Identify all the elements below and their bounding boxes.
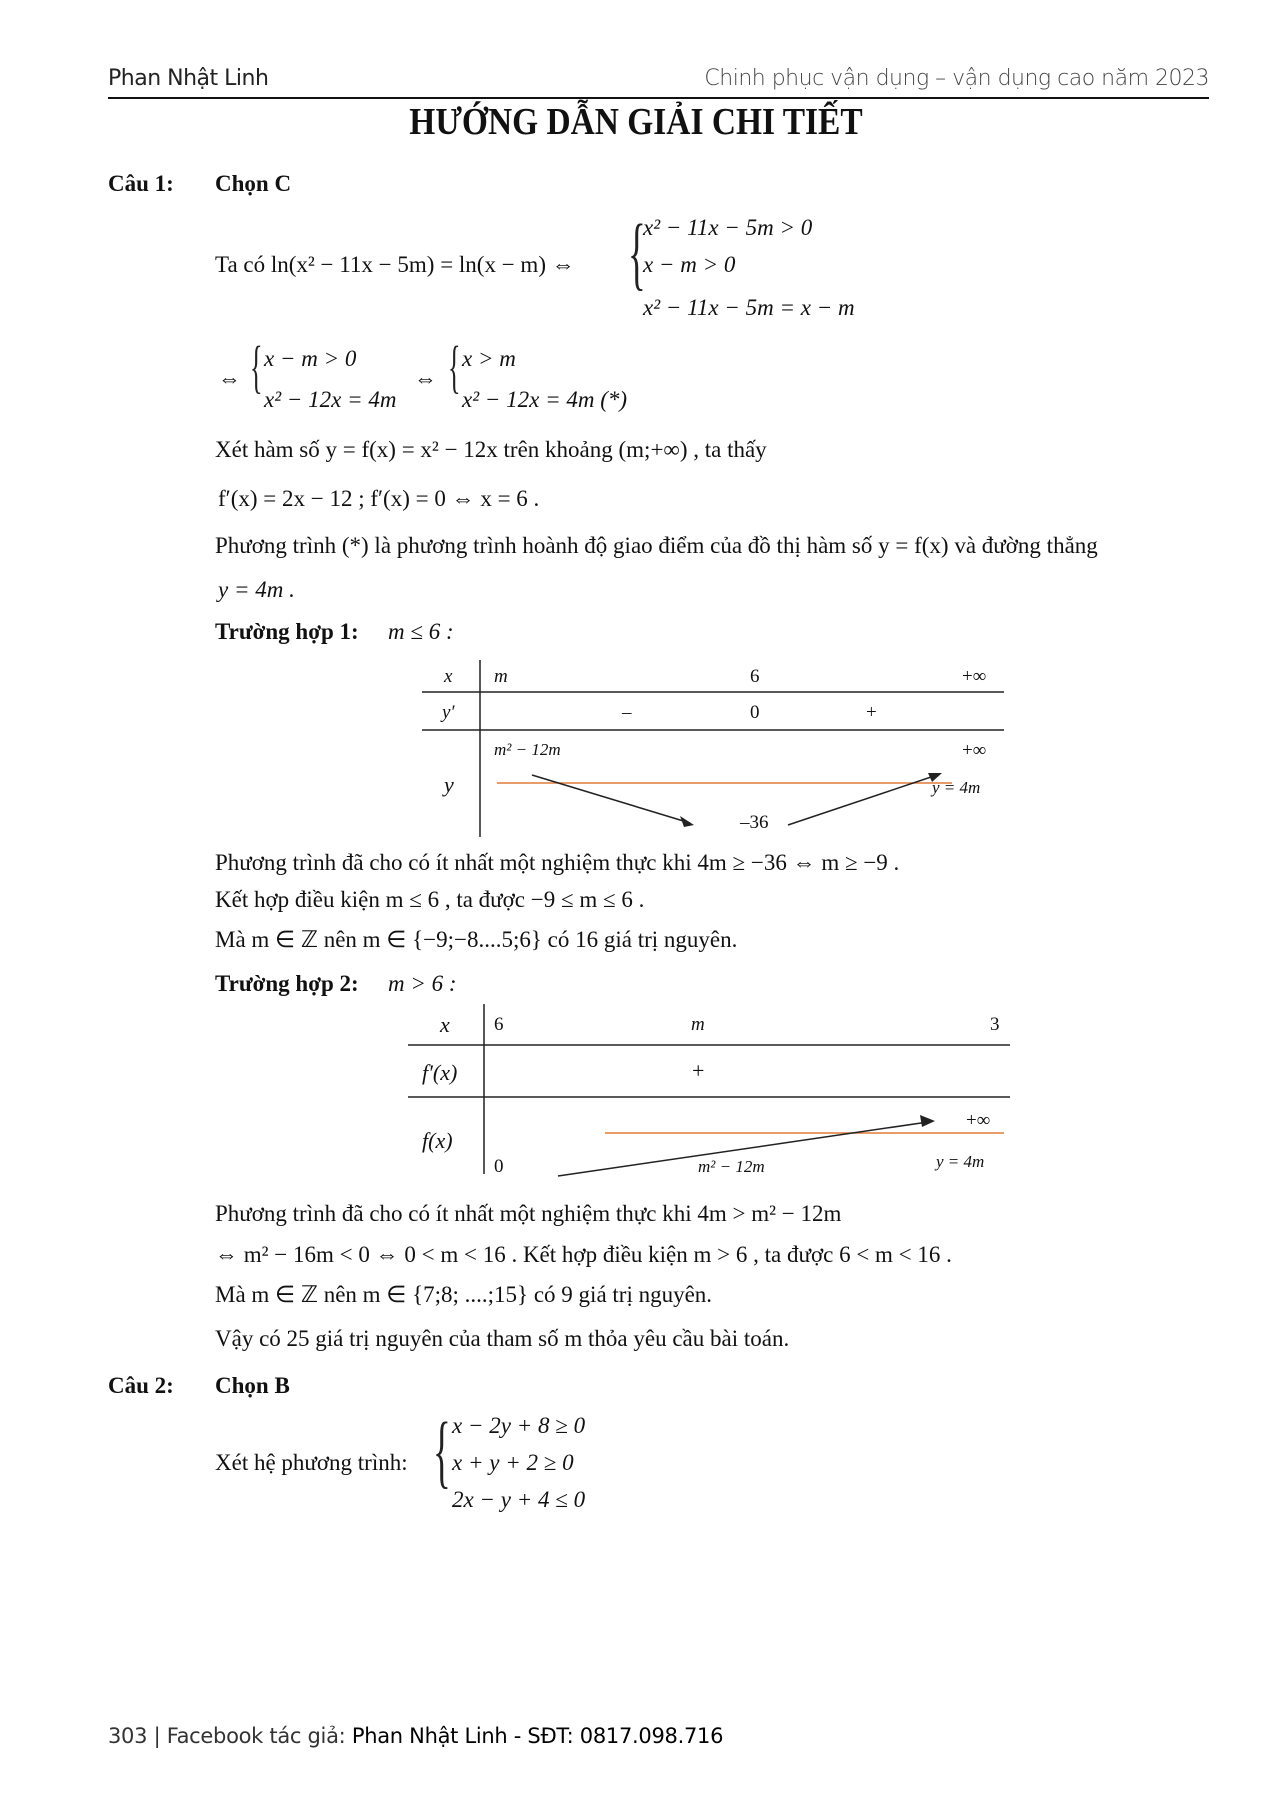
page-title: HƯỚNG DẪN GIẢI CHI TIẾT — [409, 101, 863, 143]
t1-x-val: m — [494, 666, 508, 687]
page-number: 303 — [108, 1724, 148, 1748]
q1-line3: Phương trình (*) là phương trình hoành độ giao điểm của đồ thị hàm số y = f(x) và đường thẳng — [215, 533, 1098, 558]
t2-x-header: x — [440, 1012, 450, 1037]
q1-sys1-2: x² − 11x − 5m = x − m — [643, 295, 855, 320]
q1-sys1-0: x² − 11x − 5m > 0 — [643, 215, 813, 240]
t1-x-val: 6 — [750, 666, 760, 687]
q1-sys2-1: x² − 12x = 4m — [264, 387, 397, 412]
q2-intro: Xét hệ phương trình: — [215, 1450, 408, 1475]
t1-top-left: m² − 12m — [494, 740, 561, 759]
variation-table-1 — [422, 660, 1007, 840]
t2-fp-header: f′(x) — [422, 1060, 458, 1085]
c2-line: Mà m ∈ ℤ nên m ∈ {7;8; ....;15} có 9 giá trị nguyên. — [215, 1282, 713, 1307]
q1-line1: Xét hàm số y = f(x) = x² − 12x trên khoảng (m;+∞) , ta thấy — [215, 437, 767, 462]
q2-sys: x − 2y + 8 ≥ 0 — [452, 1413, 586, 1438]
c1-line: Phương trình đã cho có ít nhất một nghiệm thực khi 4m ≥ −36 ⇔ m ≥ −9 . — [215, 850, 900, 875]
t1-top-right: +∞ — [962, 740, 987, 761]
q2-sys: x + y + 2 ≥ 0 — [452, 1450, 574, 1475]
c2-line: Phương trình đã cho có ít nhất một nghiệm thực khi 4m > m² − 12m — [215, 1201, 842, 1226]
t1-x-val: +∞ — [962, 666, 987, 687]
q1-line2: f′(x) = 2x − 12 ; f′(x) = 0 ⇔ x = 6 . — [218, 486, 540, 511]
header-author: Phan Nhật Linh — [108, 66, 269, 91]
t2-sign: + — [692, 1058, 705, 1083]
t1-line-label: y = 4m — [932, 778, 981, 797]
t2-x-val: m — [691, 1014, 705, 1035]
equiv-sign: ⇔ — [218, 366, 241, 391]
t1-yprime-header: y′ — [442, 702, 455, 723]
case1-cond: m ≤ 6 : — [388, 619, 454, 644]
c2-line: Vậy có 25 giá trị nguyên của tham số m thỏa yêu cầu bài toán. — [215, 1326, 790, 1351]
q1-intro: Ta có ln(x² − 11x − 5m) = ln(x − m) ⇔ — [215, 252, 575, 277]
q2-answer: Chọn B — [215, 1373, 290, 1398]
t2-x-val: 3 — [990, 1014, 1000, 1035]
footer-fb-label: Facebook tác giả: — [166, 1724, 346, 1748]
q1-sys3-1: x² − 12x = 4m (*) — [462, 387, 628, 412]
q2-sys: 2x − y + 4 ≤ 0 — [452, 1487, 586, 1512]
t1-sign: – — [622, 702, 632, 723]
footer-author-contact: Phan Nhật Linh - SĐT: 0817.098.716 — [351, 1724, 724, 1748]
t1-bottom: –36 — [740, 812, 769, 833]
c1-line: Mà m ∈ ℤ nên m ∈ {−9;−8....5;6} có 16 giá trị nguyên. — [215, 927, 738, 952]
c2-line: ⇔ m² − 16m < 0 ⇔ 0 < m < 16 . Kết hợp điều kiện m > 6 , ta được 6 < m < 16 . — [215, 1242, 952, 1267]
case2-label: Trường hợp 2: — [215, 971, 359, 996]
footer-sep: | — [153, 1724, 161, 1748]
variation-table-2 — [408, 1004, 1013, 1184]
t1-y-header: y — [444, 772, 454, 797]
t2-left: 0 — [494, 1156, 504, 1177]
equiv-sign: ⇔ — [414, 366, 437, 391]
q1-label: Câu 1: — [108, 171, 174, 196]
t2-top-right: +∞ — [966, 1110, 991, 1131]
footer — [108, 1724, 723, 1748]
brace: { — [628, 207, 646, 298]
q2-label: Câu 2: — [108, 1373, 174, 1398]
case1-label: Trường hợp 1: — [215, 619, 359, 644]
t2-f-header: f(x) — [422, 1128, 453, 1153]
t2-x-val: 6 — [494, 1014, 504, 1035]
t1-x-header: x — [444, 666, 453, 687]
header-series: Chinh phục vận dụng – vận dụng cao năm 2023 — [704, 66, 1209, 91]
header-rule — [108, 97, 1209, 99]
q1-sys2-0: x − m > 0 — [264, 346, 357, 371]
brace: { — [448, 334, 461, 399]
case2-cond: m > 6 : — [388, 971, 457, 996]
t2-mid: m² − 12m — [698, 1157, 765, 1176]
q1-answer: Chọn C — [215, 171, 292, 196]
brace: { — [250, 334, 263, 399]
t1-sign: 0 — [750, 702, 760, 723]
brace: { — [433, 1405, 451, 1496]
q1-sys1-1: x − m > 0 — [643, 252, 736, 277]
q1-line4: y = 4m . — [218, 577, 295, 602]
t1-sign: + — [866, 702, 877, 723]
q1-sys3-0: x > m — [462, 346, 516, 371]
t2-line-label: y = 4m — [936, 1152, 985, 1171]
c1-line: Kết hợp điều kiện m ≤ 6 , ta được −9 ≤ m ≤ 6 . — [215, 887, 645, 912]
